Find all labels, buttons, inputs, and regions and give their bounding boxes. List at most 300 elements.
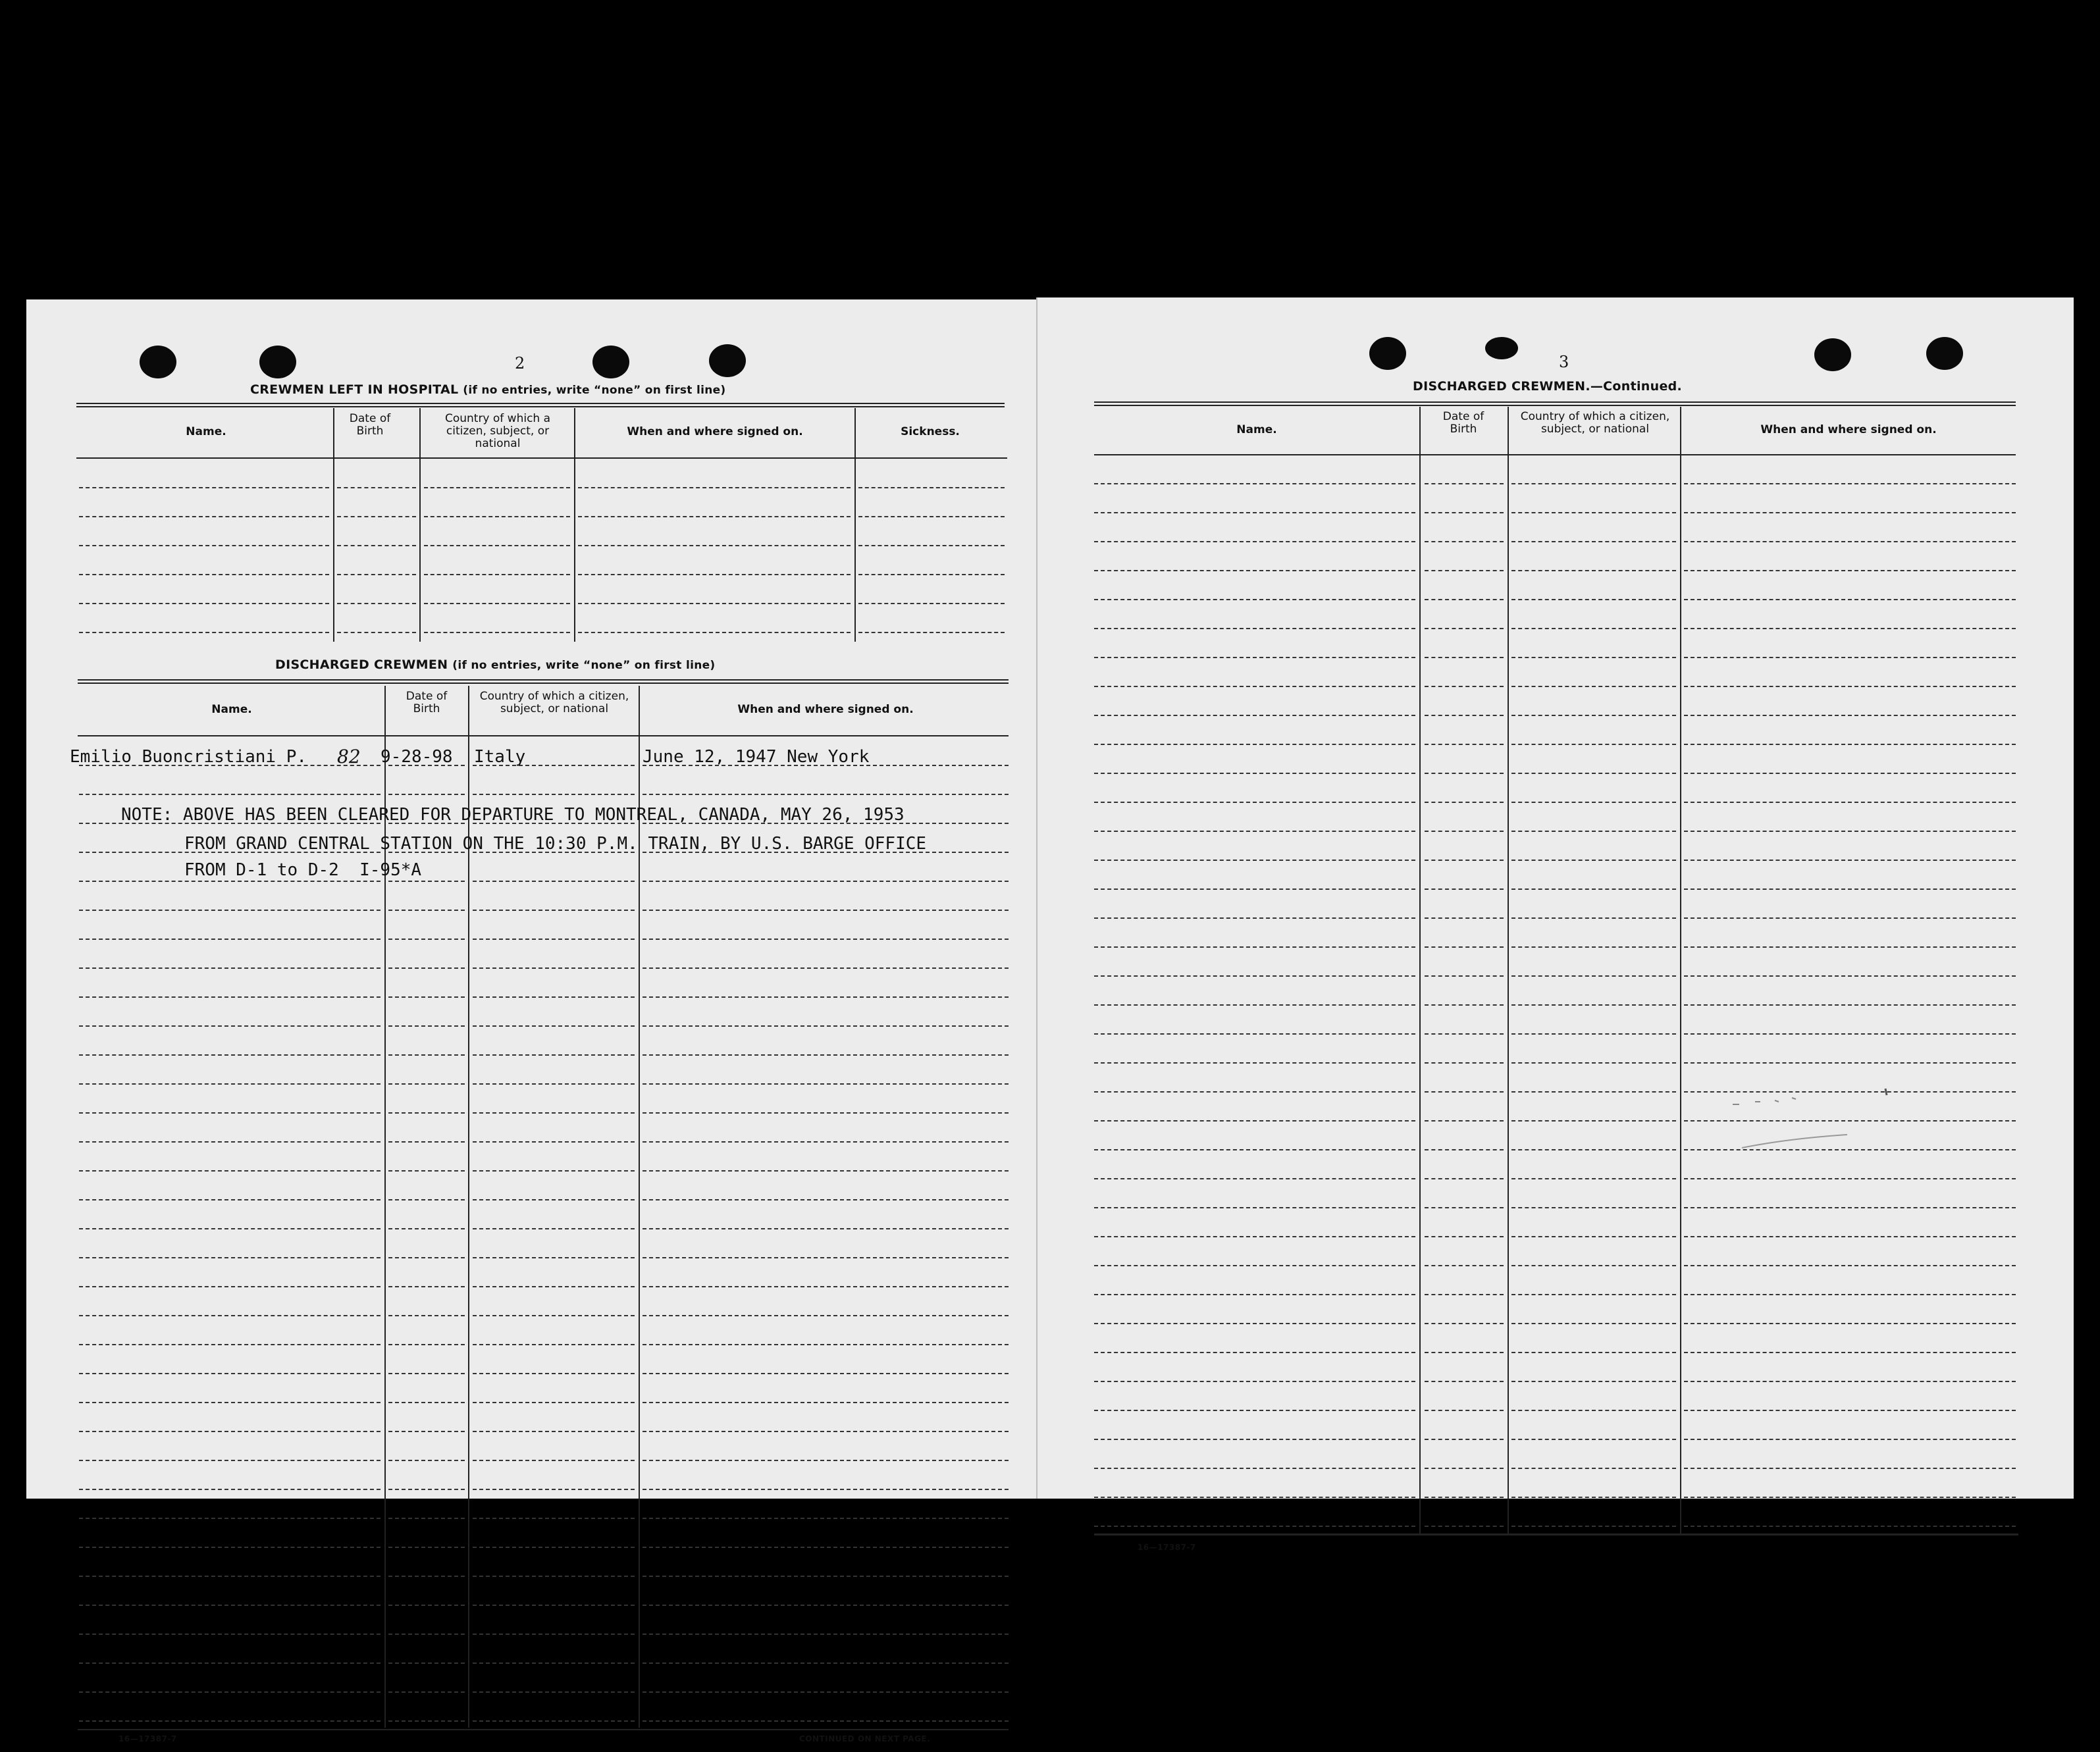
ruled-line (388, 1025, 465, 1027)
ruled-line (79, 1228, 381, 1229)
ruled-line (424, 545, 570, 546)
ruled-line (643, 1576, 1009, 1577)
ruled-line (1094, 1497, 1415, 1498)
ruled-line (1511, 744, 1676, 745)
ruled-line (1511, 1323, 1676, 1324)
ruled-line (1094, 917, 1415, 919)
ruled-line (858, 545, 1005, 546)
ruled-line (1425, 1265, 1504, 1266)
ruled-line (388, 1576, 465, 1577)
ruled-line (79, 1199, 381, 1200)
ruled-line (388, 1373, 465, 1374)
ruled-line (388, 1634, 465, 1635)
ruled-line (1511, 1352, 1676, 1353)
ruled-line (1425, 1526, 1504, 1527)
ruled-line (473, 1344, 635, 1345)
ruled-line (424, 632, 570, 633)
ruled-line (1094, 541, 1415, 542)
ruled-line (473, 1691, 635, 1693)
ruled-line (79, 1112, 381, 1114)
handwritten-mark: 82 (337, 746, 361, 767)
ruled-line (1511, 686, 1676, 687)
ruled-line (1425, 1033, 1504, 1035)
ruled-line (1094, 975, 1415, 977)
ruled-line (1425, 512, 1504, 513)
ruled-line (1094, 686, 1415, 687)
ruled-line (388, 939, 465, 940)
ruled-line (473, 1634, 635, 1635)
ruled-line (337, 487, 416, 488)
ruled-line (1094, 715, 1415, 716)
ruled-line (388, 794, 465, 795)
ruled-line (1425, 1062, 1504, 1064)
ruled-line (1425, 975, 1504, 977)
ruled-line (1094, 1468, 1415, 1469)
ruled-line (1094, 1410, 1415, 1411)
note-line-2: FROM GRAND CENTRAL STATION ON THE 10:30 P.M. TRAIN, BY U.S. BARGE OFFICE (184, 834, 927, 854)
ruled-line (1094, 1178, 1415, 1179)
page-number: 2 (515, 354, 525, 373)
ruled-line (1425, 1381, 1504, 1382)
ruled-line (473, 1518, 635, 1519)
form-number: 16—17387-7 (118, 1734, 177, 1743)
ruled-line (1684, 889, 2016, 890)
ruled-line (79, 1025, 381, 1027)
ruled-line (1425, 1323, 1504, 1324)
ruled-line (1425, 946, 1504, 948)
ruled-line (1684, 1468, 2016, 1469)
ruled-line (1425, 1294, 1504, 1295)
ruled-line (79, 1286, 381, 1287)
ruled-line (643, 1518, 1009, 1519)
discharged-continued-title: DISCHARGED CREWMEN.—Continued. (1413, 379, 1683, 394)
ruled-line (1511, 1178, 1676, 1179)
ruled-line (1684, 917, 2016, 919)
ruled-line (79, 632, 329, 633)
ruled-line (1094, 1149, 1415, 1150)
ruled-line (1511, 1236, 1676, 1237)
col-header-country: Country of which a citizen, subject, or national (1520, 410, 1670, 436)
ruled-line (1511, 1120, 1676, 1121)
ruled-line (643, 1141, 1009, 1143)
ruled-line (1094, 599, 1415, 600)
entry-dob: 9-28-98 (381, 747, 453, 767)
ruled-line (1425, 570, 1504, 571)
ruled-line (79, 1141, 381, 1143)
ruled-line (643, 1373, 1009, 1374)
ruled-line (473, 1547, 635, 1548)
ruled-line (1511, 657, 1676, 658)
ruled-line (643, 1170, 1009, 1172)
col-header-name: Name. (1236, 423, 1277, 436)
col-header-dob: Date of Birth (1442, 410, 1484, 436)
ruled-line (1094, 1091, 1415, 1093)
ruled-line (1511, 975, 1676, 977)
ruled-line (1094, 657, 1415, 658)
ruled-line (79, 1518, 381, 1519)
ruled-line (643, 1199, 1009, 1200)
ruled-line (1511, 570, 1676, 571)
ruled-line (473, 996, 635, 998)
ruled-line (1425, 1178, 1504, 1179)
ruled-line (337, 603, 416, 604)
ruled-line (388, 1083, 465, 1085)
col-header-signed-on: When and where signed on. (627, 425, 803, 438)
ruled-line (473, 1257, 635, 1258)
hospital-section-title: CREWMEN LEFT IN HOSPITAL (if no entries, write “none” on first line) (250, 382, 726, 397)
ruled-line (1511, 1033, 1676, 1035)
col-header-dob: Date of Birth (349, 412, 391, 438)
ruled-line (643, 1605, 1009, 1606)
col-header-country: Country of which a citizen, subject, or national (444, 412, 551, 450)
ruled-line (1425, 541, 1504, 542)
col-header-sickness: Sickness. (901, 425, 960, 438)
ruled-line (79, 1547, 381, 1548)
ruled-line (643, 1054, 1009, 1056)
ruled-line (388, 1199, 465, 1200)
ruled-line (1684, 715, 2016, 716)
ruled-line (643, 1460, 1009, 1461)
ruled-line (1094, 628, 1415, 629)
ruled-line (1425, 1352, 1504, 1353)
col-header-name: Name. (211, 703, 252, 716)
ruled-line (79, 910, 381, 911)
ruled-line (79, 881, 381, 882)
ruled-line (1425, 1439, 1504, 1440)
ruled-line (1094, 1004, 1415, 1006)
col-header-signed-on: When and where signed on. (737, 703, 914, 716)
ruled-line (858, 632, 1005, 633)
ruled-line (1684, 657, 2016, 658)
ruled-line (388, 1054, 465, 1056)
ruled-line (1684, 1294, 2016, 1295)
ruled-line (1684, 1265, 2016, 1266)
faint-pencil-marks (1729, 1082, 1900, 1168)
ruled-line (79, 1720, 381, 1722)
ruled-line (1684, 1062, 2016, 1064)
ruled-line (79, 967, 381, 969)
ruled-line (643, 1662, 1009, 1664)
ruled-line (1425, 1497, 1504, 1498)
ruled-line (1511, 1381, 1676, 1382)
ruled-line (1511, 628, 1676, 629)
ruled-line (643, 1489, 1009, 1490)
ruled-line (643, 1431, 1009, 1432)
ruled-line (388, 1460, 465, 1461)
ruled-line (1425, 1468, 1504, 1469)
ruled-line (337, 574, 416, 575)
continued-note: CONTINUED ON NEXT PAGE. (799, 1734, 931, 1743)
ruled-line (79, 1083, 381, 1085)
ruled-line (1684, 1033, 2016, 1035)
ruled-line (1684, 483, 2016, 484)
ruled-line (388, 1315, 465, 1316)
ruled-line (1684, 1410, 2016, 1411)
ruled-line (79, 1431, 381, 1432)
ruled-line (337, 545, 416, 546)
ruled-line (388, 1402, 465, 1403)
ruled-line (1425, 1004, 1504, 1006)
ruled-line (473, 881, 635, 882)
ruled-line (1094, 1381, 1415, 1382)
ruled-line (424, 603, 570, 604)
ruled-line (473, 1460, 635, 1461)
ruled-line (643, 1257, 1009, 1258)
ruled-line (79, 1373, 381, 1374)
ruled-line (388, 1518, 465, 1519)
ruled-line (388, 1547, 465, 1548)
ruled-line (1425, 715, 1504, 716)
ruled-line (79, 1576, 381, 1577)
ruled-line (578, 574, 851, 575)
ruled-line (643, 1547, 1009, 1548)
ruled-line (1684, 1381, 2016, 1382)
ruled-line (643, 1720, 1009, 1722)
ruled-line (1094, 483, 1415, 484)
ruled-line (1511, 599, 1676, 600)
ruled-line (1094, 831, 1415, 832)
ruled-line (578, 516, 851, 517)
ruled-line (643, 1634, 1009, 1635)
ruled-line (1511, 1439, 1676, 1440)
ruled-line (79, 1315, 381, 1316)
entry-signed-on: June 12, 1947 New York (643, 747, 870, 767)
ruled-line (1425, 1149, 1504, 1150)
ruled-line (1684, 946, 2016, 948)
ruled-line (1511, 1468, 1676, 1469)
ruled-line (388, 1141, 465, 1143)
ruled-line (1425, 1120, 1504, 1121)
ruled-line (1094, 1120, 1415, 1121)
ruled-line (643, 794, 1009, 795)
ruled-line (1425, 1236, 1504, 1237)
ruled-line (1425, 744, 1504, 745)
ruled-line (643, 881, 1009, 882)
ruled-line (388, 1605, 465, 1606)
ruled-line (1094, 1265, 1415, 1266)
ruled-line (643, 1286, 1009, 1287)
ruled-line (1094, 1236, 1415, 1237)
ruled-line (79, 1257, 381, 1258)
ruled-line (1094, 1062, 1415, 1064)
ruled-line (79, 1662, 381, 1664)
ruled-line (1684, 1236, 2016, 1237)
ruled-line (388, 881, 465, 882)
ruled-line (388, 1228, 465, 1229)
ruled-line (1094, 802, 1415, 803)
discharged-section-title: DISCHARGED CREWMEN (if no entries, write “none” on first line) (275, 657, 716, 672)
ruled-line (388, 967, 465, 969)
ruled-line (388, 1170, 465, 1172)
ruled-line (1684, 686, 2016, 687)
ruled-line (388, 1489, 465, 1490)
ruled-line (1684, 599, 2016, 600)
ruled-line (473, 939, 635, 940)
form-number: 16—17387-7 (1138, 1543, 1196, 1552)
ruled-line (1094, 773, 1415, 774)
ruled-line (79, 1605, 381, 1606)
ruled-line (1425, 483, 1504, 484)
ruled-line (1511, 860, 1676, 861)
ruled-line (643, 996, 1009, 998)
ruled-line (388, 910, 465, 911)
ruled-line (1425, 831, 1504, 832)
punch-hole (709, 344, 746, 377)
punch-hole (592, 346, 629, 378)
page-number: 3 (1559, 353, 1569, 371)
punch-hole (1369, 337, 1406, 370)
ruled-line (79, 545, 329, 546)
ruled-line (388, 1257, 465, 1258)
col-header-name: Name. (186, 425, 226, 438)
ruled-line (79, 574, 329, 575)
ruled-line (79, 996, 381, 998)
ruled-line (1684, 512, 2016, 513)
ruled-line (1425, 1091, 1504, 1093)
ruled-line (1511, 917, 1676, 919)
ruled-line (79, 487, 329, 488)
ruled-line (1684, 831, 2016, 832)
ruled-line (643, 1691, 1009, 1693)
ruled-line (1684, 628, 2016, 629)
ruled-line (1094, 570, 1415, 571)
left-page (26, 299, 1036, 1743)
ruled-line (1094, 1439, 1415, 1440)
ruled-line (643, 1344, 1009, 1345)
ruled-line (1425, 773, 1504, 774)
ruled-line (473, 1373, 635, 1374)
ruled-line (643, 967, 1009, 969)
col-header-country: Country of which a citizen, subject, or national (479, 690, 629, 715)
ruled-line (1511, 1149, 1676, 1150)
ruled-line (1511, 1062, 1676, 1064)
ruled-line (1684, 1323, 2016, 1324)
double-rule (78, 679, 1009, 684)
ruled-line (1684, 975, 2016, 977)
ruled-line (473, 1112, 635, 1114)
ruled-line (473, 1054, 635, 1056)
ruled-line (473, 1286, 635, 1287)
ruled-line (1511, 1526, 1676, 1527)
punch-hole (1814, 338, 1851, 371)
ruled-line (1511, 1207, 1676, 1208)
ruled-line (79, 1691, 381, 1693)
entry-country: Italy (474, 747, 526, 767)
ruled-line (473, 1083, 635, 1085)
ruled-line (79, 603, 329, 604)
ruled-line (1425, 889, 1504, 890)
ruled-line (473, 1141, 635, 1143)
double-rule (1094, 401, 2016, 406)
ruled-line (1511, 541, 1676, 542)
ruled-line (1094, 946, 1415, 948)
ruled-line (473, 1576, 635, 1577)
ruled-line (1094, 744, 1415, 745)
ruled-line (1094, 860, 1415, 861)
ruled-line (1684, 1178, 2016, 1179)
ruled-line (473, 1025, 635, 1027)
ruled-line (643, 1228, 1009, 1229)
ruled-line (79, 1402, 381, 1403)
ruled-line (1511, 1004, 1676, 1006)
ruled-line (1425, 917, 1504, 919)
ruled-line (79, 1460, 381, 1461)
ruled-line (1511, 889, 1676, 890)
ruled-line (1684, 1352, 2016, 1353)
ruled-line (643, 1083, 1009, 1085)
ruled-line (79, 516, 329, 517)
entry-name: Emilio Buoncristiani P. (70, 747, 307, 767)
ruled-line (1425, 686, 1504, 687)
ruled-line (1511, 773, 1676, 774)
ruled-line (1425, 860, 1504, 861)
double-rule (76, 403, 1005, 407)
ruled-line (1684, 744, 2016, 745)
ruled-line (858, 487, 1005, 488)
ruled-line (1684, 541, 2016, 542)
ruled-line (473, 1489, 635, 1490)
ruled-line (424, 516, 570, 517)
ruled-line (473, 1402, 635, 1403)
ruled-line (1511, 512, 1676, 513)
ruled-line (388, 1691, 465, 1693)
ruled-line (1094, 512, 1415, 513)
ruled-line (79, 1170, 381, 1172)
ruled-line (79, 1489, 381, 1490)
ruled-line (1425, 628, 1504, 629)
ruled-line (388, 1431, 465, 1432)
ruled-line (578, 545, 851, 546)
ruled-line (473, 910, 635, 911)
ruled-line (473, 794, 635, 795)
col-header-dob: Date of Birth (406, 690, 448, 715)
ruled-line (1684, 1004, 2016, 1006)
ruled-line (1425, 657, 1504, 658)
ruled-line (643, 939, 1009, 940)
ruled-line (79, 1344, 381, 1345)
right-page (1036, 297, 2074, 1552)
ruled-line (79, 1054, 381, 1056)
ruled-line (473, 1199, 635, 1200)
ruled-line (578, 603, 851, 604)
ruled-line (1684, 1439, 2016, 1440)
ruled-line (79, 794, 381, 795)
ruled-line (1684, 860, 2016, 861)
ruled-line (1511, 1091, 1676, 1093)
ruled-line (1425, 1207, 1504, 1208)
punch-hole (259, 346, 296, 378)
ruled-line (858, 603, 1005, 604)
punch-hole (1485, 337, 1518, 359)
ruled-line (1684, 802, 2016, 803)
ruled-line (424, 574, 570, 575)
ruled-line (1511, 831, 1676, 832)
ruled-line (388, 1286, 465, 1287)
ruled-line (1511, 1265, 1676, 1266)
ruled-line (473, 1605, 635, 1606)
ruled-line (1511, 1294, 1676, 1295)
ruled-line (388, 1720, 465, 1722)
ruled-line (643, 910, 1009, 911)
ruled-line (473, 1315, 635, 1316)
ruled-line (1511, 1497, 1676, 1498)
note-line-3: FROM D-1 to D-2 I-95*A (184, 860, 422, 880)
ruled-line (1094, 1033, 1415, 1035)
ruled-line (473, 1431, 635, 1432)
ruled-line (473, 1662, 635, 1664)
ruled-line (578, 487, 851, 488)
ruled-line (1684, 570, 2016, 571)
